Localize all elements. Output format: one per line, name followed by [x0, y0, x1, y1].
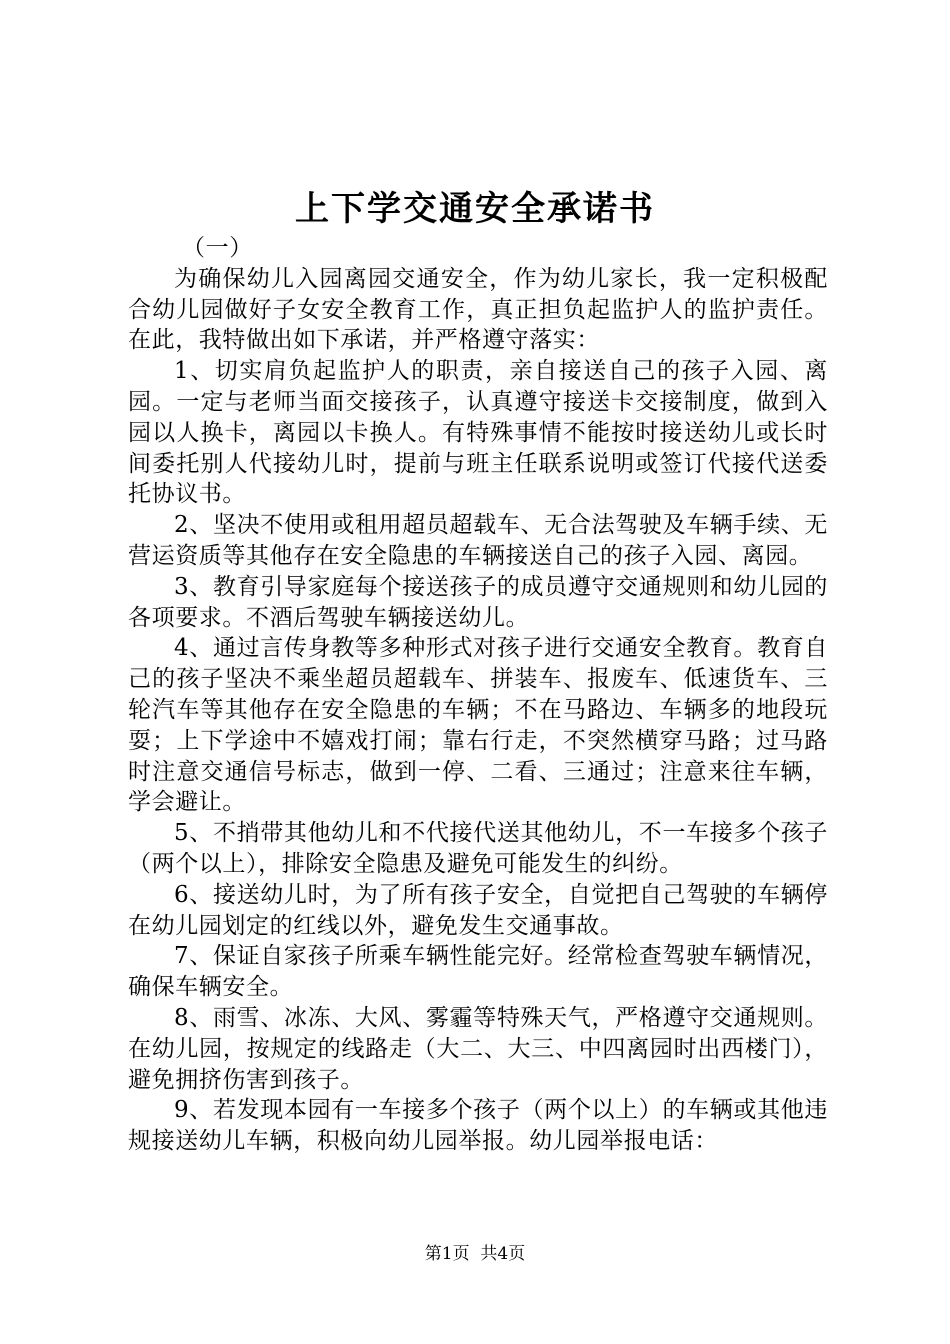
section-marker: （一）	[182, 235, 253, 261]
page-footer	[0, 1242, 950, 1266]
pledge-item-7: 7、保证自家孩子所乘车辆性能完好。经常检查驾驶车辆情况，确保车辆安全。	[128, 943, 828, 1001]
pledge-item-3: 3、教育引导家庭每个接送孩子的成员遵守交通规则和幼儿园的各项要求。不酒后驾驶车辆接送幼儿。	[128, 573, 828, 631]
page-number: 第1页	[424, 1244, 470, 1264]
intro-paragraph: 为确保幼儿入园离园交通安全，作为幼儿家长，我一定积极配合幼儿园做好子女安全教育工作，真正担负起监护人的监护责任。在此，我特做出如下承诺，并严格遵守落实：	[128, 265, 828, 354]
pledge-item-6: 6、接送幼儿时，为了所有孩子安全，自觉把自己驾驶的车辆停在幼儿园划定的红线以外，避免发生交通事故。	[128, 881, 828, 939]
pledge-item-8: 8、雨雪、冰冻、大风、雾霾等特殊天气，严格遵守交通规则。在幼儿园，按规定的线路走（大二、大三、中四离园时出西楼门），避免拥挤伤害到孩子。	[128, 1004, 828, 1093]
pledge-item-2: 2、坚决不使用或租用超员超载车、无合法驾驶及车辆手续、无营运资质等其他存在安全隐患的车辆接送自己的孩子入园、离园。	[128, 512, 828, 569]
document-title: 上下学交通安全承诺书	[295, 189, 655, 229]
pledge-item-1: 1、切实肩负起监护人的职责，亲自接送自己的孩子入园、离园。一定与老师当面交接孩子，认真遵守接送卡交接制度，做到入园以人换卡，离园以卡换人。有特殊事情不能按时接送幼儿或长时间委托别人代接幼儿时，提前与班主任联系说明或签订代接代送委托协议书。	[128, 358, 828, 508]
pledge-item-5: 5、不捎带其他幼儿和不代接代送其他幼儿，不一车接多个孩子（两个以上），排除安全隐患及避免可能发生的纠纷。	[128, 820, 828, 877]
page-total: 共4页	[480, 1244, 526, 1264]
pledge-item-4: 4、通过言传身教等多种形式对孩子进行交通安全教育。教育自己的孩子坚决不乘坐超员超载车、拼装车、报废车、低速货车、三轮汽车等其他存在安全隐患的车辆；不在马路边、车辆多的地段玩耍；上下学途中不嬉戏打闹；靠右行走，不突然横穿马路；过马路时注意交通信号标志，做到一停、二看、三通过；注意来往车辆，学会避让。	[128, 635, 828, 816]
pledge-item-9: 9、若发现本园有一车接多个孩子（两个以上）的车辆或其他违规接送幼儿车辆，积极向幼儿园举报。幼儿园举报电话：	[128, 1097, 828, 1155]
document-body	[128, 233, 828, 1157]
